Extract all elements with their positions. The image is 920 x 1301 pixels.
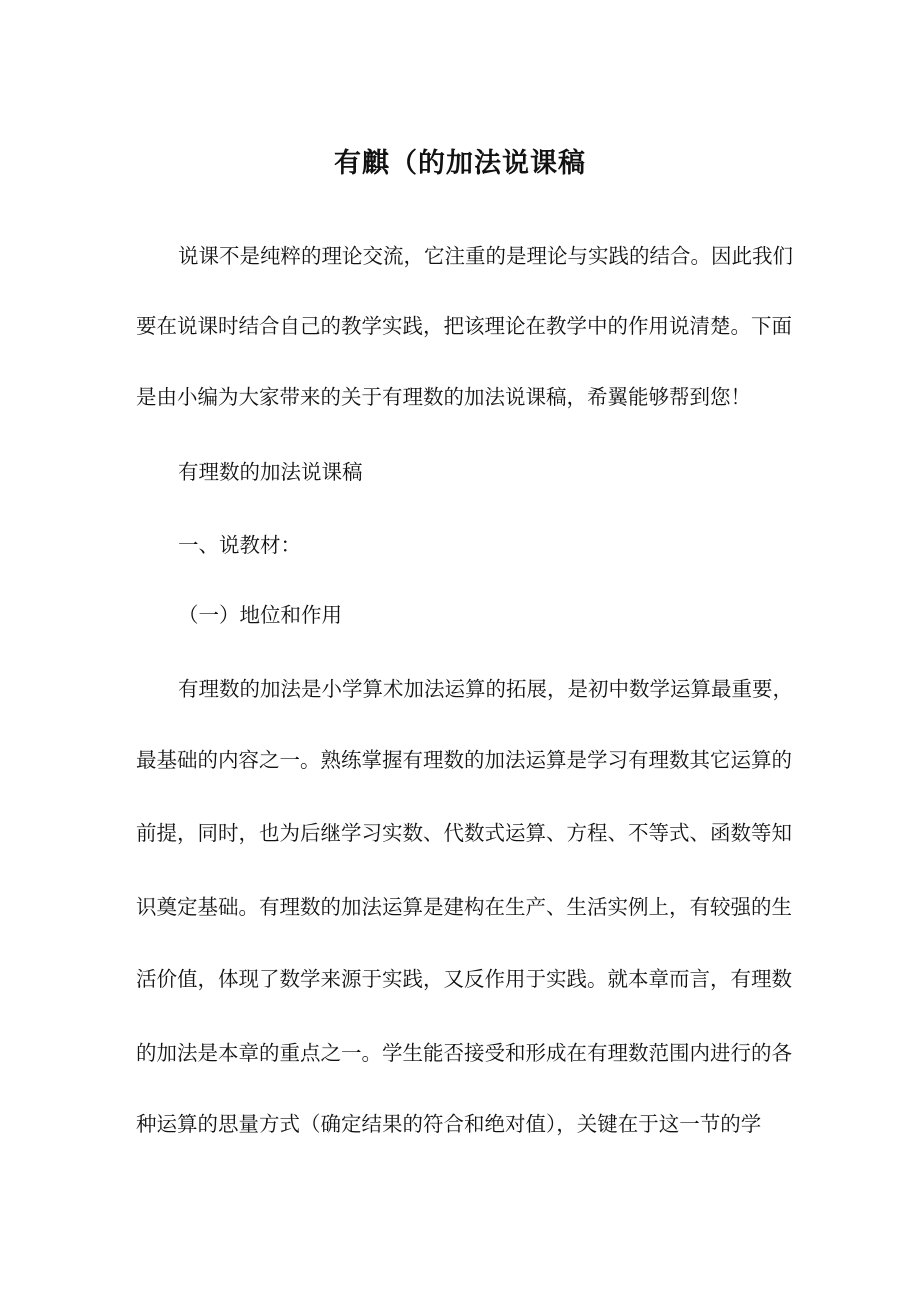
body-line-6: 的加法是本章的重点之一。学生能否接受和形成在有理数范围内进行的各: [136, 1041, 792, 1065]
body-line-1: 有理数的加法是小学算术加法运算的拓展，是初中数学运算最重要，: [178, 677, 793, 701]
subsection-heading: （一）地位和作用: [178, 603, 342, 627]
body-line-7: 种运算的思量方式（确定结果的符合和绝对值），关键在于这一节的学: [136, 1112, 762, 1136]
body-line-5: 活价值，体现了数学来源于实践，又反作用于实践。就本章而言，有理数: [136, 967, 792, 991]
body-line-4: 识奠定基础。有理数的加法运算是建构在生产、生活实例上，有较强的生: [136, 895, 792, 919]
body-line-3: 前提，同时，也为后继学习实数、代数式运算、方程、不等式、函数等知: [136, 821, 792, 845]
intro-line-1: 说课不是纯粹的理论交流，它注重的是理论与实践的结合。因此我们: [178, 244, 793, 268]
subtitle: 有理数的加法说课稿: [178, 460, 363, 484]
intro-line-2: 要在说课时结合自己的教学实践，把该理论在教学中的作用说清楚。下面: [136, 314, 792, 338]
document-title: 有麒（的加法说课稿: [334, 148, 586, 179]
body-line-2: 最基础的内容之一。熟练掌握有理数的加法运算是学习有理数其它运算的: [136, 748, 792, 772]
intro-line-3: 是由小编为大家带来的关于有理数的加法说课稿，希翼能够帮到您！: [136, 385, 751, 409]
section-heading: 一、说教材：: [178, 533, 301, 557]
